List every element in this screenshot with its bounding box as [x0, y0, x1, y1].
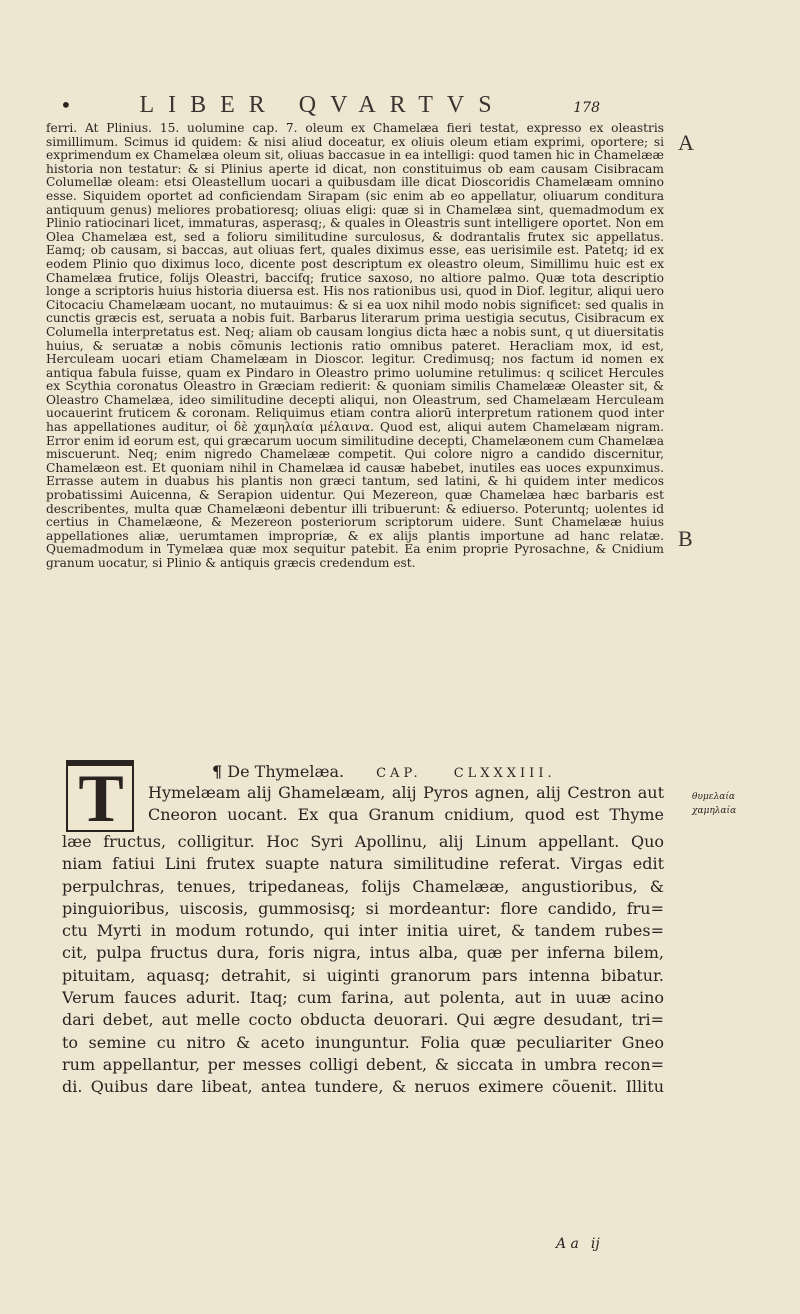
chapter-number: CLXXXIII. — [453, 766, 556, 781]
chapter-line: perpulchras, tenues, tripedaneas, folijs Chamelææ, angustioribus, & — [62, 876, 664, 896]
running-head-dot: • — [60, 93, 72, 117]
running-head — [60, 92, 600, 119]
margin-greek-word: χαμηλαία — [692, 806, 737, 816]
signature-mark: A a — [556, 1236, 579, 1252]
chapter-lines-beside-cap — [148, 782, 664, 826]
chapter-opening — [60, 760, 666, 836]
chapter-line: pinguioribus, uiscosis, gummosisq; si mordeantur: flore candido, fru= — [62, 898, 664, 918]
chapter-line: rum appellantur, per messes colligi debent, & siccata in umbra recon= — [62, 1054, 664, 1074]
chapter-line: læe fructus, colligitur. Hoc Syri Apollinu, alij Linum appellant. Quo — [62, 832, 664, 851]
drop-cap-frame — [66, 760, 134, 836]
running-head-title: LIBER QVARTVS — [139, 92, 506, 118]
chapter-body — [62, 831, 664, 1099]
chapter-line: ctu Myrti in modum rotundo, qui inter initia uiret, & tandem rubes= — [62, 921, 664, 941]
chapter-line: di. Quibus dare libeat, antea tundere, & neruos eximere cõuenit. Illitu — [62, 1077, 664, 1097]
chapter-cap-label: CAP. — [376, 766, 422, 781]
margin-greek-word: θυμελαία — [692, 792, 735, 802]
chapter-line: dari debet, aut melle cocto obducta deuorari. Qui ægre desudant, tri= — [62, 1010, 664, 1030]
drop-cap-letter: T — [78, 760, 124, 836]
folio-number: 178 — [573, 100, 600, 116]
commentary-text — [46, 122, 664, 571]
chapter-line: to semine cu nitro & aceto inunguntur. Folia quæ peculiariter Gneo — [62, 1032, 664, 1052]
margin-letter-a: A — [678, 130, 694, 155]
chapter-line: Hymelæam alij Ghamelæam, alij Pyros agnen, alij Cestron aut — [148, 783, 664, 802]
chapter-line: pituitam, aquasq; detrahit, si uiginti granorum pars intenna bibatur. — [62, 965, 664, 985]
chapter-title: De Thymelæa. — [227, 762, 345, 781]
pilcrow-icon: ¶ — [212, 762, 223, 781]
chapter-line: cit, pulpa fructus dura, foris nigra, intus alba, quæ per inferna bilem, — [62, 943, 664, 963]
margin-letter-b: B — [678, 526, 693, 551]
margin-greek-note — [692, 790, 752, 818]
chapter-heading — [212, 762, 556, 781]
commentary-paragraph: ferri. At Plinius. 15. uolumine cap. 7. oleum ex Chamelæa fieri testat, expresso ex oleastris simillimum. Scimus id quidem: & nisi aliud doceatur, ex oliuis oleum etiam exprimi, oportere; si exprimendum ex Chamelæa oleum sit, oliuas baccasue in ea intelligi: quod tamen hic in Chamelææ historia non testatur: & si Plinius aperte id dicat, non constituimus ob eam causam Cisibracam Columellæ oleam: etsi Oleastellum uocari a quibusdam ille dicat Dioscoridis Chamelæam omnino esse. Siquidem oportet ad conficiendam Sirapam (sic enim ab eo appellatur, oliuarum conditura antiquum genus) meliores probatioresq; oliuas eligi: quæ si in Chamelæa sint, quemadmodum ex Plinio ratiocinari licet, immaturas, asperasq;, & quales in Oleastris sunt intelligere oportet. Non em Olea Chamelæa est, sed a folioru similitudine surculosus, & dodrantalis frutex sic appellatus. Eamq; ob causam, si baccas, aut oliuas fert, quales diximus esse, eas uerisimile est. Patetq; id ex eodem Plinio quo diximus loco, dicente post descriptum ex oleastro oleum, Simillimu huic est ex Chamelæa frutice, folijs Oleastri, baccifq; frutice saxoso, no altiore palmo. Quæ tota descriptio longe a scriptoris huius historia diuersa est. His nos rationibus usi, quod in Diof. legitur, aliqui uero Citocaciu Chamelæam uocant, no mutauimus: & si ea uox nihil modo nobis significet: sed qualis in cunctis græcis est, seruata a nobis fuit. Barbarus literarum prima uestigia secutus, Cisibracum ex Columella interpretatus est. Neq; aliam ob causam longius dicta hæc a nobis sunt, q ut diuersitatis huius, & seruatæ a nobis cõmunis lectionis ratio omnibus pateret. Heracliam mox, id est, Herculeam uocari etiam Chamelæam in Dioscor. legitur. Credimusq; nos factum id nomen ex antiqua fabula fuisse, quam ex Pindaro in Oleastro primo uolumine retulimus: q scilicet Hercules ex Scythia coronatus Oleastro in Græciam redierit: & quoniam similis Chamelææ Oleaster sit, & Oleastro Chamelæa, ideo similitudine decepti aliqui, non Oleastrum, sed Chamelæam Herculeam uocauerint fruticem & coronam. Reliquimus etiam contra aliorū interpretum rationem quod inter has appellationes auditur, οἱ δὲ χαμηλαία μέλαινα. Quod est, aliqui autem Chamelæam nigram. Error enim id eorum est, qui græcarum uocum similitudine decepti, Chamelæonem cum Chamelæa miscuerunt. Neq; enim nigredo Chamelææ competit. Qui colore nigro a candido discernitur, Chamelæon est. Et quoniam nihil in Chamelæa id causæ habebet, inutiles eas uoces expunximus. Errasse autem in duabus his plantis non græci tantum, sed latini, & hi quidem inter medicos probatissimi Auicenna, & Serapion uidentur. Qui Mezereon, quæ Chamelæa hæc barbaris est describentes, multa quæ Chamelæoni debentur illi tribuerunt: & ediuerso. Poteruntq; uolentes id certius in Chamelæone, & Mezereon posteriorum scriptorum uidere. Sunt Chamelææ huius appellationes aliæ, uerumtamen impropriæ, & ex alijs plantis importune ad hanc relatæ. Quemadmodum in Tymelæa quæ mox sequitur patebit. Ea enim proprie Pyrosachne, & Cnidium granum uocatur, si Plinio & antiquis græcis credendum est. — [46, 121, 664, 570]
catchword — [556, 1236, 600, 1252]
chapter-line: niam fatiui Lini frutex suapte natura similitudine referat. Virgas edit — [62, 854, 664, 874]
catchword-text: ij — [590, 1236, 600, 1252]
chapter-line: Cneoron uocant. Ex qua Granum cnidium, quod est Thyme — [148, 805, 664, 824]
chapter-line: Verum fauces adurit. Itaq; cum farina, aut polenta, aut in uuæ acino — [62, 988, 664, 1008]
